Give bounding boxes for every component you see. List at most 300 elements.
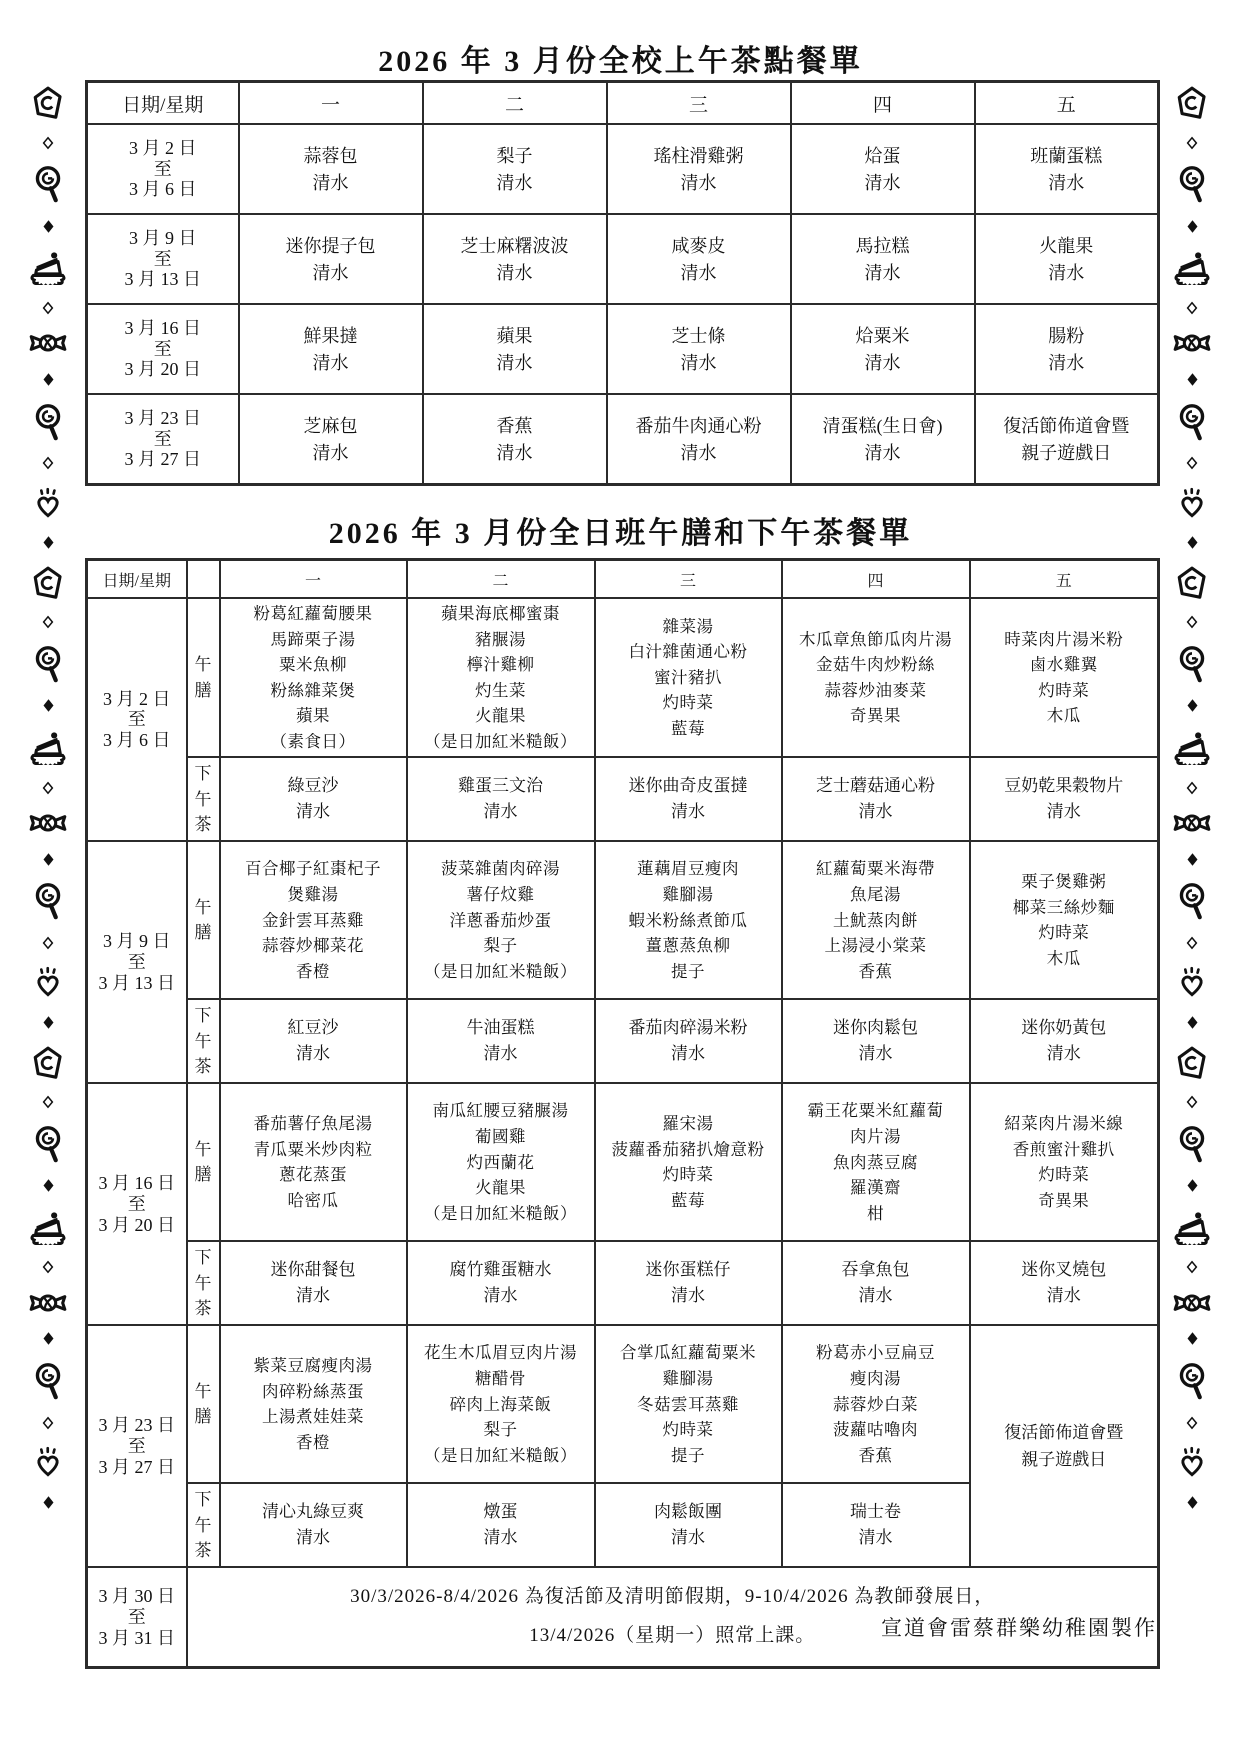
menu-line: 紅蘿蔔粟米海帶	[816, 859, 935, 879]
diamond-filled-icon	[1185, 1015, 1200, 1030]
menu-line: 蝦米粉絲煮節瓜	[628, 910, 748, 930]
menu-line: 清水	[483, 1528, 518, 1548]
menu-cell	[782, 841, 970, 999]
gem-icon	[31, 1046, 65, 1080]
menu-line: 花生木瓜眉豆肉片湯	[424, 1343, 577, 1363]
menu-line: 提子	[671, 961, 705, 981]
diamond-filled-icon	[1185, 1178, 1200, 1193]
date-cell	[87, 841, 187, 1083]
menu-line: 雜菜湯	[662, 616, 714, 636]
weekday-header: 二	[407, 560, 595, 599]
menu-week-row	[87, 304, 1159, 394]
diamond-outline-icon	[1185, 456, 1199, 470]
menu-line: 香橙	[296, 961, 330, 981]
date-week-header: 日期/星期	[87, 560, 187, 599]
menu-line: 瘦肉湯	[850, 1369, 901, 1389]
menu-line: 粟米魚柳	[279, 655, 347, 675]
diamond-outline-icon	[1185, 1095, 1199, 1109]
lollipop-icon	[31, 645, 65, 683]
diamond-outline-icon	[41, 1095, 55, 1109]
menu-line: 至	[153, 248, 172, 269]
menu-cell	[791, 124, 975, 214]
lunch-row	[87, 1083, 1159, 1241]
menu-line: 清水	[1046, 802, 1081, 822]
menu-cell	[220, 1325, 407, 1483]
menu-line: 蘋果海底椰蜜棗	[441, 604, 560, 623]
menu-line: 豆奶乾果穀物片	[1004, 775, 1124, 795]
menu-line: 葡國雞	[475, 1127, 526, 1147]
menu-line: 藍莓	[671, 719, 705, 739]
menu-line: 金針雲耳蒸雞	[262, 910, 364, 930]
weekday-header: 五	[970, 560, 1159, 599]
menu-line: 白汁雜菌通心粉	[628, 642, 748, 662]
menu-line: 13/4/2026（星期一）照常上課。	[529, 1625, 816, 1647]
menu-cell	[239, 394, 423, 485]
diamond-filled-icon	[41, 219, 56, 234]
menu-line: 菠蘿番茄豬扒燴意粉	[611, 1139, 765, 1159]
menu-line: 3 月 13 日	[98, 972, 175, 993]
menu-line: 瑞士卷	[850, 1501, 901, 1521]
menu-line: 豬𦟌湯	[475, 629, 526, 649]
menu-line: 至	[127, 709, 146, 730]
weekday-header: 三	[607, 82, 791, 125]
menu-line: 3 月 16 日	[124, 317, 201, 338]
menu-cell	[975, 394, 1159, 485]
menu-line: 木瓜	[1046, 706, 1081, 726]
menu-line: 至	[153, 158, 172, 179]
menu-cell	[407, 757, 595, 841]
menu-cell	[220, 1241, 407, 1325]
weekday-header: 二	[423, 82, 607, 125]
menu-cell	[782, 1483, 970, 1567]
menu-cell	[423, 394, 607, 485]
menu-line: 灼生菜	[475, 680, 526, 700]
menu-line: 清水	[858, 1044, 893, 1064]
menu-line: 復活節佈道會暨	[1004, 1423, 1124, 1443]
lollipop-icon	[31, 165, 65, 203]
menu-cell	[791, 394, 975, 485]
menu-line: 綠豆沙	[287, 775, 339, 795]
menu-line: 迷你提子包	[285, 235, 376, 256]
menu-line: 牛油蛋糕	[466, 1017, 535, 1037]
diamond-outline-icon	[1185, 781, 1199, 795]
menu-line: 3 月 23 日	[124, 407, 201, 428]
meal-label-tea: 下午茶	[187, 757, 220, 841]
menu-cell	[595, 999, 782, 1083]
weekday-header: 四	[782, 560, 970, 599]
menu-cell	[970, 598, 1159, 757]
menu-line: 至	[127, 1606, 146, 1627]
menu-line: 蓮藕眉豆瘦肉	[637, 859, 739, 879]
menu-cell	[220, 1083, 407, 1241]
menu-line: 灼時菜	[662, 1165, 714, 1185]
lollipop-icon	[1175, 403, 1209, 441]
menu-line: 粉葛赤小豆扁豆	[816, 1343, 935, 1363]
menu-line: 上湯浸小棠菜	[824, 936, 927, 956]
menu-line: 魚尾湯	[850, 885, 901, 905]
menu-cell	[975, 124, 1159, 214]
menu-line: 至	[127, 952, 146, 973]
candy-icon	[27, 810, 69, 836]
heart-icon	[1176, 965, 1208, 999]
menu-line: 3 月 6 日	[103, 730, 171, 751]
menu-line: 羅漢齋	[850, 1178, 901, 1198]
menu-line: 紹菜肉片湯米線	[1004, 1114, 1124, 1134]
cake-icon	[1172, 729, 1212, 765]
menu-line: 腸粉	[1048, 325, 1085, 346]
menu-line: 蘋果	[496, 325, 533, 346]
menu-line: 椰菜三絲炒麵	[1012, 897, 1115, 917]
diamond-outline-icon	[41, 615, 55, 629]
meal-label-lunch: 午膳	[187, 1325, 220, 1483]
date-week-header: 日期/星期	[87, 82, 239, 125]
menu-line: 冬菇雲耳蒸雞	[637, 1394, 739, 1414]
diamond-filled-icon	[41, 1178, 56, 1193]
menu-line: 青瓜粟米炒肉粒	[253, 1139, 373, 1159]
menu-line: 芝士蘑菇通心粉	[816, 775, 935, 795]
menu-line: 土魷蒸肉餅	[833, 910, 918, 930]
event-merged-cell	[970, 1325, 1159, 1567]
menu-cell	[791, 214, 975, 304]
menu-line: 番茄薯仔魚尾湯	[253, 1114, 373, 1134]
menu-line: 蘋果	[296, 706, 330, 726]
lollipop-icon	[1175, 165, 1209, 203]
menu-line: 親子遊戲日	[1021, 1450, 1107, 1470]
menu-line: 火龍果	[475, 706, 526, 726]
afternoon-tea-row	[87, 1241, 1159, 1325]
menu-line: 菠菜雜菌肉碎湯	[441, 859, 560, 879]
menu-line: 紅豆沙	[287, 1017, 339, 1037]
menu-line: 3 月 27 日	[98, 1456, 175, 1477]
date-cell	[87, 394, 239, 485]
date-cell	[87, 124, 239, 214]
menu-line: 清水	[296, 1044, 330, 1064]
heart-icon	[1176, 1445, 1208, 1479]
menu-line: 3 月 2 日	[129, 137, 197, 158]
menu-line: 霸王花粟米紅蘿蔔	[807, 1101, 944, 1121]
diamond-outline-icon	[1185, 936, 1199, 950]
cake-icon	[28, 729, 68, 765]
menu-line: （是日加紅米糙飯）	[424, 731, 577, 751]
menu-line: 吞拿魚包	[841, 1259, 910, 1279]
diamond-filled-icon	[41, 1331, 56, 1346]
menu-line: 清水	[671, 1286, 705, 1306]
lollipop-icon	[1175, 1362, 1209, 1400]
menu-cell	[975, 304, 1159, 394]
menu-line: 清水	[312, 172, 349, 193]
lollipop-icon	[31, 1125, 65, 1163]
lollipop-icon	[1175, 645, 1209, 683]
menu-line: 蒜蓉炒白菜	[833, 1394, 918, 1414]
menu-cell	[423, 304, 607, 394]
menu-line: 至	[127, 1194, 146, 1215]
date-cell	[87, 214, 239, 304]
menu-cell	[595, 598, 782, 757]
gem-icon	[1175, 1046, 1209, 1080]
menu-line: 灼時菜	[1038, 923, 1090, 943]
diamond-filled-icon	[1185, 698, 1200, 713]
menu-line: 芝士條	[671, 325, 726, 346]
lollipop-icon	[31, 1362, 65, 1400]
menu-line: 番茄肉碎湯米粉	[628, 1017, 748, 1037]
cake-icon	[1172, 249, 1212, 285]
menu-line: 3 月 16 日	[98, 1173, 175, 1194]
menu-cell	[220, 598, 407, 757]
menu-week-row	[87, 214, 1159, 304]
menu-line: 合掌瓜紅蘿蔔粟米	[620, 1343, 756, 1363]
weekday-header: 一	[239, 82, 423, 125]
diamond-outline-icon	[1185, 136, 1199, 150]
menu-cell	[782, 757, 970, 841]
meal-label-lunch: 午膳	[187, 1083, 220, 1241]
morning-tea-menu-title: 2026 年 3 月份全校上午茶點餐單	[378, 45, 863, 78]
menu-line: 時菜肉片湯米粉	[1004, 629, 1124, 649]
menu-cell	[607, 124, 791, 214]
menu-line: 燉蛋	[483, 1501, 518, 1521]
menu-line: 清水	[296, 802, 330, 822]
menu-cell	[423, 124, 607, 214]
menu-line: 碎肉上海菜飯	[449, 1394, 552, 1414]
menu-line: 金菇牛肉炒粉絲	[816, 655, 935, 675]
menu-cell	[970, 1241, 1159, 1325]
meal-label-tea: 下午茶	[187, 1241, 220, 1325]
menu-line: 蒜蓉包	[303, 145, 358, 166]
diamond-filled-icon	[41, 372, 56, 387]
lunch-row	[87, 841, 1159, 999]
menu-line: 清水	[864, 262, 901, 283]
menu-line: 清水	[496, 172, 533, 193]
menu-line: 薯仔炆雞	[466, 885, 535, 905]
diamond-outline-icon	[41, 936, 55, 950]
menu-cell	[239, 124, 423, 214]
menu-line: 清水	[858, 1286, 893, 1306]
diamond-filled-icon	[1185, 219, 1200, 234]
menu-cell	[220, 999, 407, 1083]
menu-line: 30/3/2026-8/4/2026 為復活節及清明節假期，9-10/4/2026 為教師發展日，	[350, 1586, 995, 1608]
menu-line: 迷你奶黃包	[1021, 1017, 1107, 1037]
menu-line: 親子遊戲日	[1021, 442, 1112, 463]
gem-icon	[1175, 566, 1209, 600]
menu-line: 清水	[312, 262, 349, 283]
menu-line: 3 月 23 日	[98, 1415, 175, 1436]
producer-credit: 宣道會雷蔡群樂幼稚園製作	[881, 1616, 1157, 1640]
date-cell	[87, 304, 239, 394]
menu-line: 香蕉	[496, 415, 533, 436]
menu-line: 烚蛋	[864, 145, 901, 166]
diamond-filled-icon	[41, 1015, 56, 1030]
menu-line: 紫菜豆腐瘦肉湯	[253, 1356, 373, 1376]
menu-cell	[407, 841, 595, 999]
menu-cell	[595, 1083, 782, 1241]
diamond-outline-icon	[41, 301, 55, 315]
lollipop-icon	[31, 403, 65, 441]
date-cell	[87, 1083, 187, 1325]
diamond-filled-icon	[1185, 372, 1200, 387]
menu-cell	[782, 598, 970, 757]
candy-icon	[1171, 810, 1213, 836]
diamond-filled-icon	[1185, 1495, 1200, 1510]
menu-line: 清水	[680, 172, 717, 193]
diamond-filled-icon	[41, 1495, 56, 1510]
lollipop-icon	[31, 882, 65, 920]
diamond-outline-icon	[41, 456, 55, 470]
menu-line: 香蕉	[858, 1445, 893, 1465]
menu-cell	[607, 304, 791, 394]
menu-line: 清水	[1046, 1044, 1081, 1064]
menu-line: 芝士麻糬波波	[460, 235, 569, 256]
menu-line: 雞蛋三文治	[458, 775, 543, 795]
gem-icon	[31, 86, 65, 120]
menu-cell	[782, 1325, 970, 1483]
menu-line: 百合椰子紅棗杞子	[245, 859, 381, 879]
menu-line: 上湯煮娃娃菜	[262, 1407, 364, 1427]
menu-cell	[220, 841, 407, 999]
menu-line: 3 月 27 日	[124, 449, 201, 470]
diamond-outline-icon	[1185, 615, 1199, 629]
menu-line: 清水	[483, 802, 518, 822]
menu-line: 烚粟米	[855, 325, 910, 346]
menu-line: 清水	[296, 1286, 330, 1306]
menu-cell	[407, 1241, 595, 1325]
menu-line: 奇異果	[1038, 1190, 1090, 1210]
menu-week-row	[87, 124, 1159, 214]
candy-icon	[1171, 1290, 1213, 1316]
menu-line: 灼時菜	[662, 693, 714, 713]
diamond-outline-icon	[1185, 1416, 1199, 1430]
diamond-outline-icon	[41, 1260, 55, 1274]
menu-line: 迷你叉燒包	[1021, 1259, 1107, 1279]
menu-line: 粉絲雜菜煲	[270, 680, 356, 700]
menu-line: 香煎蜜汁雞扒	[1012, 1139, 1115, 1159]
menu-line: 瑤柱滑雞粥	[653, 145, 744, 166]
candy-icon	[27, 330, 69, 356]
candy-icon	[27, 1290, 69, 1316]
menu-line: 清水	[858, 1528, 893, 1548]
menu-line: 洋蔥番茄炒蛋	[449, 910, 552, 930]
menu-cell	[595, 757, 782, 841]
menu-cell	[607, 394, 791, 485]
menu-line: 咸麥皮	[671, 235, 726, 256]
lunch-tea-menu-title: 2026 年 3 月份全日班午膳和下午茶餐單	[328, 517, 913, 550]
lunch-row	[87, 598, 1159, 757]
menu-line: 灼時菜	[1038, 680, 1090, 700]
menu-line: 至	[153, 338, 172, 359]
menu-line: 迷你甜餐包	[270, 1259, 356, 1279]
menu-cell	[975, 214, 1159, 304]
heart-icon	[32, 965, 64, 999]
menu-week-row	[87, 394, 1159, 485]
menu-cell	[220, 1483, 407, 1567]
menu-line: 清水	[1048, 262, 1085, 283]
menu-line: 蔥花蒸蛋	[279, 1165, 347, 1185]
menu-line: 清水	[671, 802, 705, 822]
menu-line: 梨子	[483, 936, 518, 956]
meal-label-tea: 下午茶	[187, 1483, 220, 1567]
diamond-filled-icon	[1185, 1331, 1200, 1346]
menu-line: （是日加紅米糙飯）	[424, 1203, 577, 1223]
menu-line: 清水	[671, 1528, 705, 1548]
diamond-outline-icon	[41, 781, 55, 795]
menu-line: 火龍果	[475, 1178, 526, 1198]
meal-type-header	[187, 560, 220, 599]
menu-line: 灼時菜	[662, 1420, 714, 1440]
menu-cell	[239, 214, 423, 304]
left-decoration-column	[22, 86, 74, 1510]
weekday-header: 四	[791, 82, 975, 125]
menu-line: 檸汁雞柳	[466, 655, 535, 675]
diamond-outline-icon	[1185, 301, 1199, 315]
menu-line: 3 月 20 日	[98, 1214, 175, 1235]
menu-line: 清心丸綠豆爽	[262, 1501, 364, 1521]
diamond-outline-icon	[41, 1416, 55, 1430]
diamond-outline-icon	[1185, 1260, 1199, 1274]
menu-line: 清水	[680, 442, 717, 463]
morning-tea-table	[85, 80, 1160, 486]
menu-line: 香橙	[296, 1432, 330, 1452]
menu-cell	[407, 1083, 595, 1241]
meal-label-lunch: 午膳	[187, 598, 220, 757]
gem-icon	[31, 566, 65, 600]
cake-icon	[28, 249, 68, 285]
menu-line: 雞腳湯	[662, 885, 714, 905]
menu-cell	[970, 841, 1159, 999]
cake-icon	[28, 1209, 68, 1245]
menu-line: 粉葛紅蘿蔔腰果	[253, 604, 373, 623]
menu-line: 3 月 6 日	[129, 179, 197, 200]
menu-line: 蒜蓉炒椰菜花	[262, 936, 364, 956]
menu-line: 木瓜章魚節瓜肉片湯	[799, 629, 952, 649]
weekday-header: 一	[220, 560, 407, 599]
menu-line: （是日加紅米糙飯）	[424, 1445, 577, 1465]
menu-line: 灼時菜	[1038, 1165, 1090, 1185]
menu-line: 清水	[1048, 172, 1085, 193]
meal-label-tea: 下午茶	[187, 999, 220, 1083]
menu-line: 蒜蓉炒油麥菜	[824, 680, 927, 700]
menu-line: 清水	[296, 1528, 330, 1548]
menu-line: 哈密瓜	[287, 1190, 339, 1210]
menu-line: 糖醋骨	[475, 1369, 526, 1389]
menu-cell	[407, 598, 595, 757]
menu-line: 魚肉蒸豆腐	[833, 1152, 918, 1172]
menu-cell	[970, 757, 1159, 841]
menu-line: 木瓜	[1046, 948, 1081, 968]
menu-line: 3 月 9 日	[129, 227, 197, 248]
menu-line: 清水	[858, 802, 893, 822]
lollipop-icon	[1175, 882, 1209, 920]
menu-line: 3 月 31 日	[98, 1627, 175, 1648]
menu-cell	[239, 304, 423, 394]
menu-line: 馬拉糕	[855, 235, 910, 256]
menu-cell	[220, 757, 407, 841]
menu-line: 提子	[671, 1445, 705, 1465]
candy-icon	[1171, 330, 1213, 356]
menu-line: 清蛋糕(生日會)	[822, 415, 943, 436]
menu-line: 清水	[496, 262, 533, 283]
menu-line: 蜜汁豬扒	[654, 667, 722, 687]
menu-line: 香蕉	[858, 961, 893, 981]
menu-line: 芝麻包	[303, 415, 358, 436]
menu-line: 羅宋湯	[662, 1114, 714, 1134]
menu-line: 清水	[680, 352, 717, 373]
menu-cell	[595, 841, 782, 999]
menu-line: 灼西蘭花	[466, 1152, 535, 1172]
menu-cell	[595, 1483, 782, 1567]
menu-line: （素食日）	[270, 731, 356, 751]
menu-line: 3 月 20 日	[124, 359, 201, 380]
afternoon-tea-row	[87, 999, 1159, 1083]
menu-line: 肉鬆飯團	[654, 1501, 722, 1521]
menu-line: 奇異果	[850, 706, 901, 726]
